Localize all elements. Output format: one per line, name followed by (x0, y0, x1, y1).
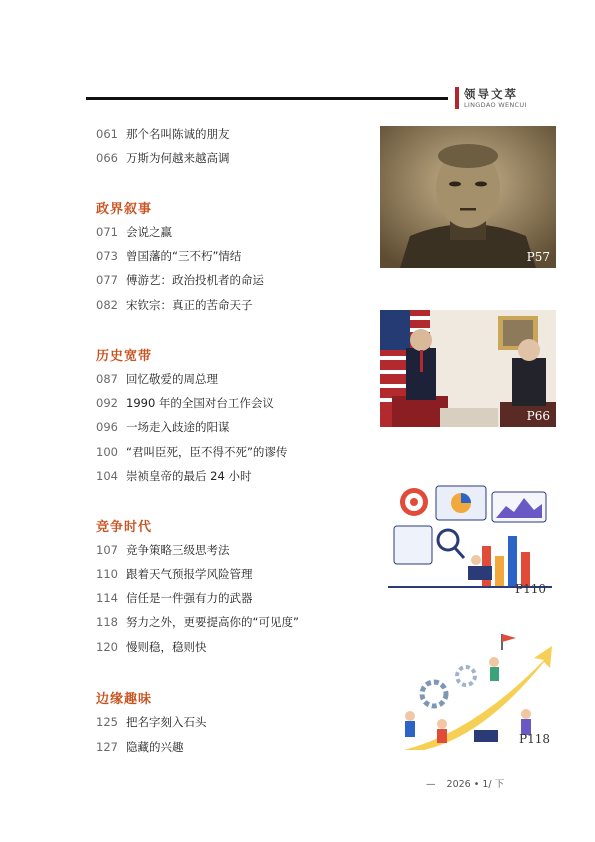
issue-number: 2026 • 1/ 下 (446, 779, 505, 790)
toc-title: 宋钦宗：真正的苦命天子 (126, 298, 253, 312)
toc-page-number: 066 (96, 151, 118, 165)
section-title: 政界叙事 (96, 202, 153, 217)
toc-entry[interactable] (96, 543, 230, 557)
footer-dash: — (426, 779, 436, 790)
toc-entry[interactable] (96, 298, 253, 312)
toc-page-number: 107 (96, 543, 118, 557)
toc-entry[interactable] (96, 273, 264, 287)
issue-footer (426, 776, 504, 790)
toc-title: 隐藏的兴趣 (126, 740, 184, 754)
toc-title: “君叫臣死，臣不得不死”的谬传 (126, 445, 288, 459)
brand-name-pinyin: LINGDAO WENCUI (464, 101, 527, 109)
toc-page-number: 092 (96, 396, 118, 410)
toc-page-number: 096 (96, 420, 118, 434)
toc-page-number: 127 (96, 740, 118, 754)
toc-entry[interactable] (96, 249, 241, 263)
toc-entry[interactable] (96, 640, 207, 654)
toc-entry[interactable] (96, 396, 274, 410)
toc-title: 信任是一件强有力的武器 (126, 591, 253, 605)
header-rule (86, 97, 448, 100)
image-page-label: P66 (526, 409, 550, 423)
toc-title: 把名字刻入石头 (126, 715, 207, 729)
toc-title: 竞争策略三级思考法 (126, 543, 230, 557)
portrait-photo-p57 (380, 126, 556, 268)
toc-title: 曾国藩的“三不朽”情结 (126, 249, 242, 263)
portrait-illustration (380, 126, 556, 268)
toc-entry[interactable] (96, 151, 230, 165)
toc-title: 崇祯皇帝的最后 24 小时 (126, 469, 252, 483)
toc-title: 傅游艺：政治投机者的命运 (126, 273, 264, 287)
toc-title: 回忆敬爱的周总理 (126, 372, 218, 386)
toc-title: 一场走入歧途的阳谋 (126, 420, 230, 434)
brand-accent-bar (455, 87, 459, 109)
toc-entry[interactable] (96, 127, 230, 141)
toc-page-number: 100 (96, 445, 118, 459)
toc-entry[interactable] (96, 567, 253, 581)
toc-page-number: 071 (96, 225, 118, 239)
toc-page-number: 077 (96, 273, 118, 287)
toc-page-number: 118 (96, 615, 118, 629)
toc-title: 跟着天气预报学风险管理 (126, 567, 253, 581)
toc-title: 会说之赢 (126, 225, 172, 239)
toc-title: 努力之外，更要提高你的“可见度” (126, 615, 299, 629)
teamwork-illustration-p118 (394, 632, 556, 750)
toc-entry[interactable] (96, 740, 184, 754)
toc-page-number: 061 (96, 127, 118, 141)
toc-entry[interactable] (96, 225, 172, 239)
toc-title: 那个名叫陈诚的朋友 (126, 127, 230, 141)
toc-page-number: 125 (96, 715, 118, 729)
toc-entry[interactable] (96, 615, 299, 629)
toc-page-number: 114 (96, 591, 118, 605)
toc-page-number: 110 (96, 567, 118, 581)
toc-entry[interactable] (96, 445, 287, 459)
section-title: 历史宽带 (96, 349, 153, 364)
meeting-photo-p66 (380, 310, 556, 427)
section-title: 边缘趣味 (96, 692, 153, 707)
section-title: 竞争时代 (96, 520, 153, 535)
image-page-label: P57 (526, 250, 550, 264)
toc-entry[interactable] (96, 420, 230, 434)
toc-title: 万斯为何越来越高调 (126, 151, 230, 165)
brand-name: 领导文萃 (464, 87, 518, 101)
toc-entry[interactable] (96, 591, 253, 605)
toc-entry[interactable] (96, 469, 251, 483)
toc-title: 慢则稳，稳则快 (126, 640, 207, 654)
analytics-illustration-p110 (388, 482, 552, 600)
toc-entry[interactable] (96, 715, 207, 729)
toc-page-number: 073 (96, 249, 118, 263)
image-page-label: P110 (515, 582, 546, 596)
toc-entry[interactable] (96, 372, 218, 386)
image-page-label: P118 (519, 732, 550, 746)
toc-page-number: 120 (96, 640, 118, 654)
toc-page-number: 104 (96, 469, 118, 483)
toc-page-number: 082 (96, 298, 118, 312)
toc-page-number: 087 (96, 372, 118, 386)
toc-title: 1990 年的全国对台工作会议 (126, 396, 274, 410)
